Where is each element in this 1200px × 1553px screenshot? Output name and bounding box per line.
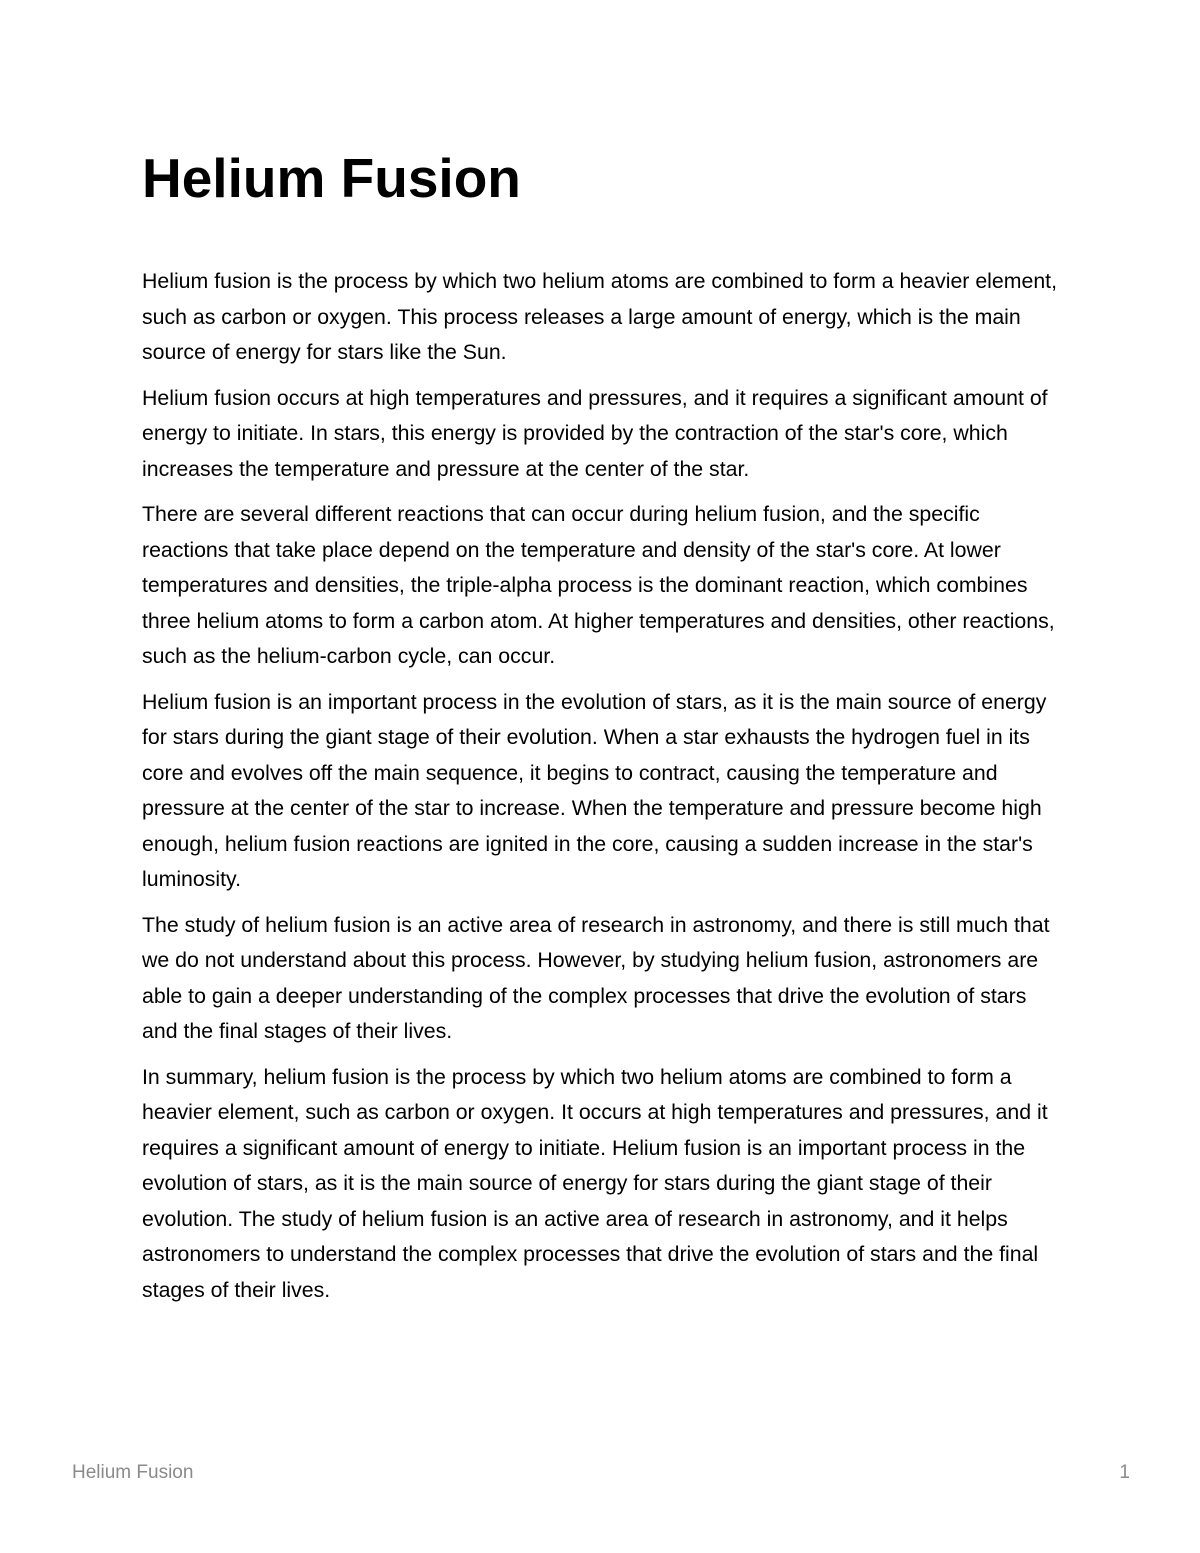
paragraph-4: Helium fusion is an important process in the evolution of stars, as it is the main source of energy for stars during the giant stage of their evolution. When a star exhausts the hydrogen fuel in its core and evolves off the main sequence, it begins to contract, causing the temperature and pressure at the center of the star to increase. When the temperature and pressure become high enough, helium fusion reactions are ignited in the core, causing a sudden increase in the star's luminosity. <box>142 689 1047 891</box>
paragraph-3: There are several different reactions that can occur during helium fusion, and the specific reactions that take place depend on the temperature and density of the star's core. At lower temperatures and densities, the triple-alpha process is the dominant reaction, which combines three helium atoms to form a carbon atom. At higher temperatures and densities, other reactions, such as the helium-carbon cycle, can occur. <box>142 502 1055 668</box>
paragraph-2: Helium fusion occurs at high temperatures and pressures, and it requires a significant amount of energy to initiate. In stars, this energy is provided by the contraction of the star's core, which increases the temperature and pressure at the center of the star. <box>142 385 1048 481</box>
paragraph-6: In summary, helium fusion is the process by which two helium atoms are combined to form a heavier element, such as carbon or oxygen. It occurs at high temperatures and pressures, and it requires a significant amount of energy to initiate. Helium fusion is an important process in the evolution of stars, as it is the main source of energy for stars during the giant stage of their evolution. The study of helium fusion is an active area of research in astronomy, and it helps astronomers to understand the complex processes that drive the evolution of stars and the final stages of their lives. <box>142 1064 1048 1302</box>
document-title: Helium Fusion <box>142 147 521 209</box>
paragraph-5: The study of helium fusion is an active area of research in astronomy, and there is still much that we do not understand about this process. However, by studying helium fusion, astronomers are able to gain a deeper understanding of the complex processes that drive the evolution of stars and the final stages of their lives. <box>142 912 1050 1043</box>
footer-page-number: 1 <box>1119 1462 1130 1483</box>
paragraph-1: Helium fusion is the process by which two helium atoms are combined to form a heavier element, such as carbon or oxygen. This process releases a large amount of energy, which is the main source of energy for stars like the Sun. <box>142 269 1057 364</box>
document-body <box>142 140 1062 1318</box>
footer-document-title: Helium Fusion <box>72 1462 194 1483</box>
